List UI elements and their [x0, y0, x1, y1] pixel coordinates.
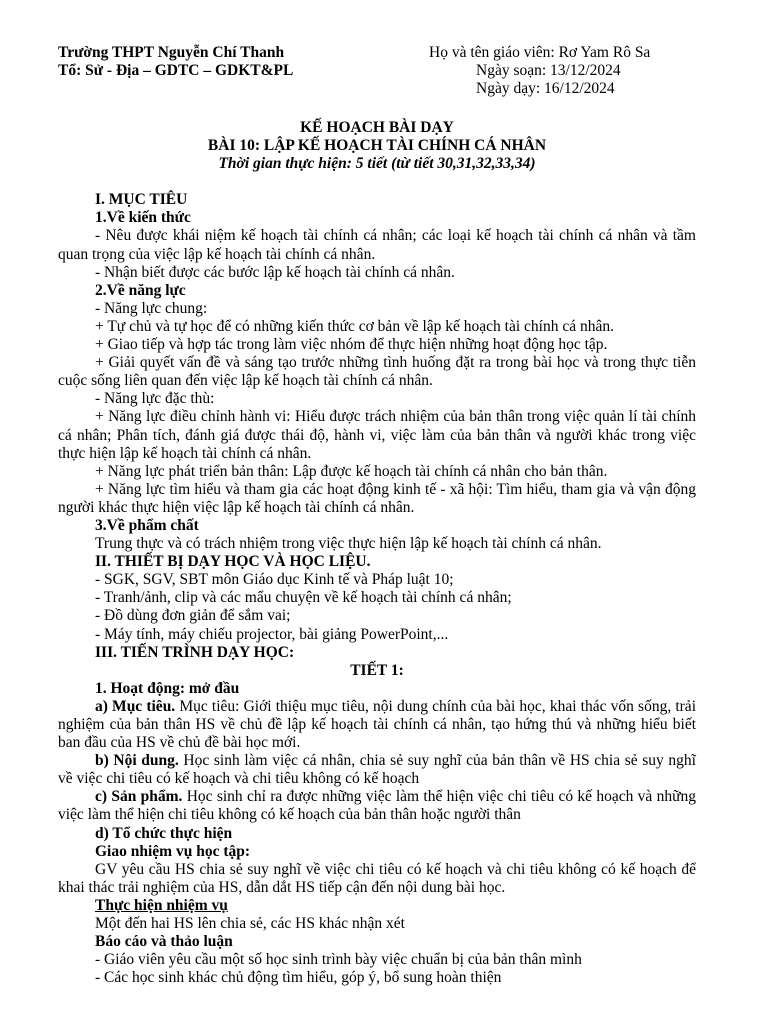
content-text: Học sinh làm việc cá nhân, chia sẻ suy nghĩ của bản thân về HS chia sẻ suy nghĩ về việc chi tiêu có kế hoạch và chi tiêu không có kế hoạch	[58, 752, 696, 788]
lesson-duration: Thời gian thực hiện: 5 tiết (từ tiết 30,31,32,33,34)	[218, 155, 536, 173]
knowledge-item: - Nhận biết được các bước lập kế hoạch tài chính cá nhân.	[95, 263, 455, 281]
equipment-item: - Đồ dùng đơn giản để sắm vai;	[95, 607, 291, 625]
objective-label: a) Mục tiêu.	[95, 697, 176, 715]
competence-heading: 2.Về năng lực	[95, 281, 186, 299]
perform-heading: Thực hiện nhiệm vụ	[95, 896, 228, 914]
report-heading: Báo cáo và thảo luận	[95, 933, 233, 951]
quality-item: Trung thực và có trách nhiệm trong việc thực hiện lập kế hoạch tài chính cá nhân.	[95, 535, 602, 553]
knowledge-item: - Nêu được khái niệm kế hoạch tài chính cá nhân; các loại kế hoạch tài chính cá nhân và tầm quan trọng của việc lập kế hoạch tài chính cá nhân.	[58, 227, 696, 263]
section-process-heading: III. TIẾN TRÌNH DẠY HỌC:	[95, 643, 295, 661]
objective-text: Mục tiêu: Giới thiệu mục tiêu, nội dung chính của bài học, khai thác vốn sống, trải nghiệm của bản thân HS về chủ đề lập kế hoạch tài chính cá nhân, tạo hứng thú và những hiểu biết ban đầu của HS về chủ đề bài học mới.	[58, 697, 696, 752]
equipment-item: - Tranh/ảnh, clip và các mẩu chuyện về kế hoạch tài chính cá nhân;	[95, 589, 512, 607]
product-text: Học sinh chỉ ra được những việc làm thể hiện việc chi tiêu có kế hoạch và những việc làm thể hiện chi tiêu không có kế hoạch của bản thân hoặc người thân	[58, 788, 696, 824]
competence-item: + Giao tiếp và hợp tác trong làm việc nhóm để thực hiện những hoạt động học tập.	[95, 336, 608, 354]
teacher-name: Họ và tên giáo viên: Rơ Yam Rô Sa	[429, 44, 651, 61]
task-heading: Giao nhiệm vụ học tập:	[95, 842, 251, 860]
lesson-title: BÀI 10: LẬP KẾ HOẠCH TÀI CHÍNH CÁ NHÂN	[207, 137, 547, 155]
section-equipment-heading: II. THIẾT BỊ DẠY HỌC VÀ HỌC LIỆU.	[95, 553, 371, 571]
product-paragraph	[58, 788, 696, 824]
product-label: c) Sản phẩm.	[95, 788, 183, 806]
activity-heading: 1. Hoạt động: mở đầu	[95, 679, 240, 697]
competence-item: + Giải quyết vấn đề và sáng tạo trước những tình huống đặt ra trong bài học và trong thực tiễn cuộc sống liên quan đến việc lập kế hoạch tài chính cá nhân.	[58, 354, 696, 390]
department-name: Tổ: Sử - Địa – GDTC – GDKT&PL	[58, 62, 294, 80]
competence-item: + Năng lực phát triển bản thân: Lập được kế hoạch tài chính cá nhân cho bản thân.	[95, 462, 608, 480]
competence-special-label: - Năng lực đặc thù:	[95, 390, 215, 408]
taught-date: Ngày dạy: 16/12/2024	[476, 80, 615, 98]
competence-item: + Tự chủ và tự học để có những kiến thức cơ bản về lập kế hoạch tài chính cá nhân.	[95, 317, 614, 335]
section-objectives-heading: I. MỤC TIÊU	[95, 191, 188, 209]
quality-heading: 3.Về phẩm chất	[95, 516, 199, 534]
document-body	[58, 119, 696, 987]
content-label: b) Nội dung.	[95, 752, 179, 770]
competence-general-label: - Năng lực chung:	[95, 299, 208, 317]
equipment-item: - Máy tính, máy chiếu projector, bài giảng PowerPoint,...	[95, 625, 449, 643]
prepared-date: Ngày soạn: 13/12/2024	[476, 62, 621, 80]
report-item: - Các học sinh khác chủ động tìm hiểu, góp ý, bổ sung hoàn thiện	[95, 969, 502, 987]
perform-text: Một đến hai HS lên chia sẻ, các HS khác nhận xét	[95, 915, 405, 933]
task-text: GV yêu cầu HS chia sẻ suy nghĩ về việc chi tiêu có kế hoạch và chi tiêu không có kế hoạch để khai thác trải nghiệm của HS, dẫn dắt HS tiếp cận đến nội dung bài học.	[58, 860, 696, 896]
objective-paragraph	[58, 698, 696, 752]
period-title: TIẾT 1:	[350, 661, 404, 679]
plan-title: KẾ HOẠCH BÀI DẠY	[300, 119, 454, 136]
organization-heading: d) Tổ chức thực hiện	[95, 824, 233, 842]
report-item: - Giáo viên yêu cầu một số học sinh trình bày việc chuẩn bị của bản thân mình	[95, 951, 582, 969]
competence-item: + Năng lực tìm hiểu và tham gia các hoạt động kinh tế - xã hội: Tìm hiểu, tham gia và vận động người khác thực hiện việc lập kế hoạch tài chính cá nhân.	[58, 480, 696, 516]
school-name: Trường THPT Nguyễn Chí Thanh	[58, 44, 285, 61]
content-paragraph	[58, 752, 696, 788]
equipment-item: - SGK, SGV, SBT môn Giáo dục Kinh tế và Pháp luật 10;	[95, 571, 454, 589]
header-left	[58, 44, 293, 80]
knowledge-heading: 1.Về kiến thức	[95, 209, 191, 227]
header-right	[429, 44, 650, 98]
competence-item: + Năng lực điều chỉnh hành vi: Hiểu được trách nhiệm của bản thân trong việc quản lí tài chính cá nhân; Phân tích, đánh giá được thái độ, hành vi, việc làm của bản thân và người khác trong việc thực hiện lập kế hoạch tài chính cá nhân.	[58, 408, 696, 462]
